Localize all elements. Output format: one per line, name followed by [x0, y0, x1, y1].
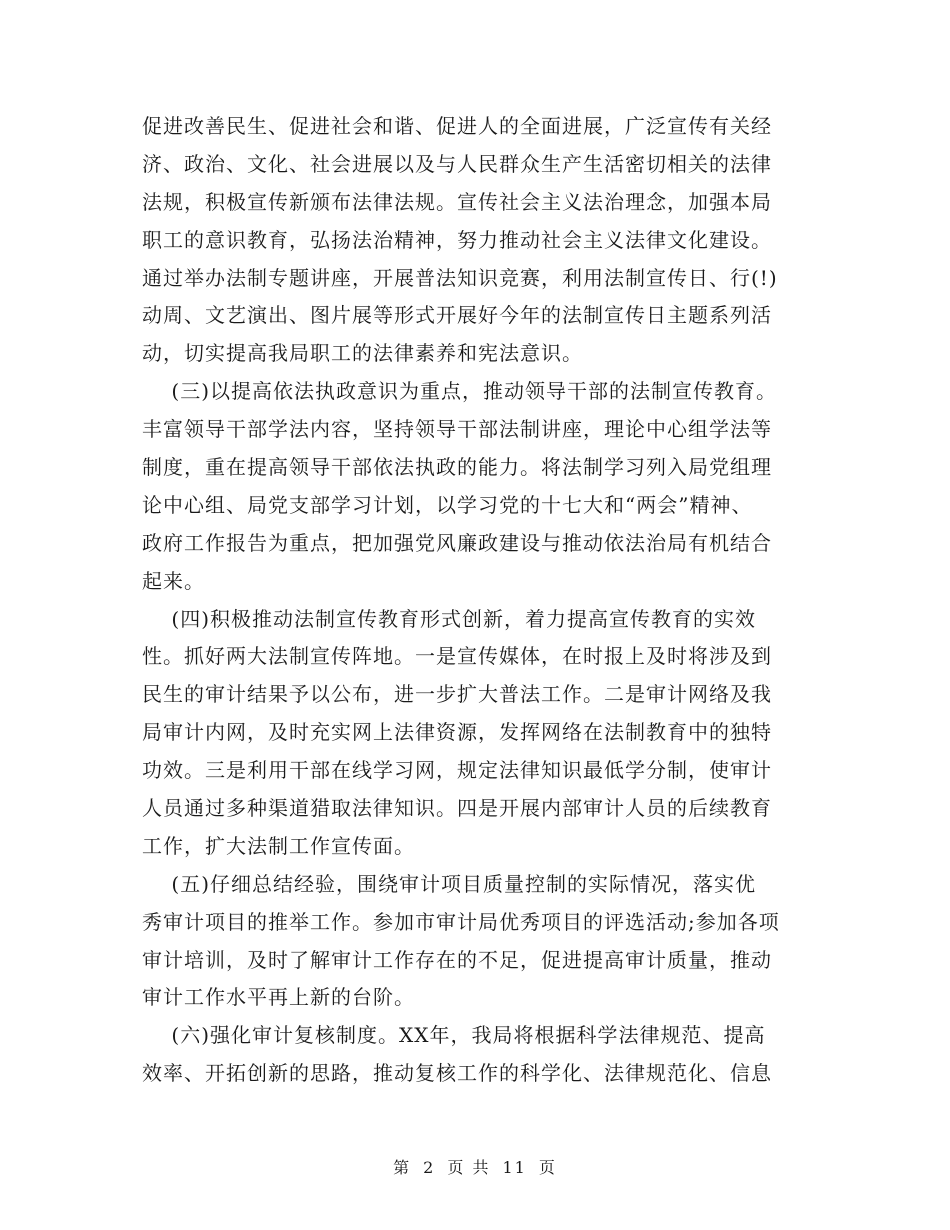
- total-page-count: 11: [502, 1158, 527, 1177]
- text-line: 动周、文艺演出、图片展等形式开展好今年的法制宣传日主题系列活: [142, 303, 772, 328]
- footer-prefix: 第: [393, 1158, 412, 1177]
- text-line: 济、政治、文化、社会进展以及与人民群众生产生活密切相关的法律: [142, 151, 772, 176]
- text-line: 民生的审计结果予以公布，进一步扩大普法工作。二是审计网络及我: [142, 682, 772, 707]
- text-line: 论中心组、局党支部学习计划，以学习党的十七大和“两会”精神、: [142, 492, 753, 517]
- footer-suffix: 页: [538, 1158, 557, 1177]
- text-line: 制度，重在提高领导干部依法执政的能力。将法制学习列入局党组理: [142, 455, 772, 480]
- text-line: 局审计内网，及时充实网上法律资源，发挥网络在法制教育中的独特: [142, 720, 772, 745]
- text-line: 法规，积极宣传新颁布法律法规。宣传社会主义法治理念，加强本局: [142, 189, 772, 214]
- text-line: 通过举办法制专题讲座，开展普法知识竞赛，利用法制宣传日、行(!): [142, 265, 778, 290]
- text-line: 职工的意识教育，弘扬法治精神，努力推动社会主义法律文化建设。: [142, 227, 772, 252]
- text-line: 起来。: [142, 568, 205, 593]
- current-page-number: 2: [423, 1158, 436, 1177]
- body-text: [142, 108, 812, 1093]
- text-line: 动，切实提高我局职工的法律素养和宪法意识。: [142, 341, 583, 366]
- paragraph-start-line: (三)以提高依法执政意识为重点，推动领导干部的法制宣传教育。: [142, 379, 778, 404]
- text-line: 政府工作报告为重点，把加强党风廉政建设与推动依法治局有机结合: [142, 530, 772, 555]
- page-footer: [0, 1155, 950, 1178]
- paragraph-start-line: (六)强化审计复核制度。XX年，我局将根据科学法律规范、提高: [142, 1023, 766, 1048]
- paragraph-start-line: (四)积极推动法制宣传教育形式创新，着力提高宣传教育的实效: [142, 606, 757, 631]
- paragraph-start-line: (五)仔细总结经验，围绕审计项目质量控制的实际情况，落实优: [142, 871, 757, 896]
- text-line: 性。抓好两大法制宣传阵地。一是宣传媒体，在时报上及时将涉及到: [142, 644, 772, 669]
- text-line: 审计培训，及时了解审计工作存在的不足，促进提高审计质量，推动: [142, 947, 772, 972]
- text-line: 功效。三是利用干部在线学习网，规定法律知识最低学分制，使审计: [142, 758, 772, 783]
- text-line: 人员通过多种渠道猎取法律知识。四是开展内部审计人员的后续教育: [142, 796, 772, 821]
- text-line: 秀审计项目的推举工作。参加市审计局优秀项目的评选活动;参加各项: [142, 909, 780, 934]
- text-line: 审计工作水平再上新的台阶。: [142, 985, 415, 1010]
- text-line: 工作，扩大法制工作宣传面。: [142, 833, 415, 858]
- text-line: 促进改善民生、促进社会和谐、促进人的全面进展，广泛宣传有关经: [142, 114, 772, 138]
- text-line: 效率、开拓创新的思路，推动复核工作的科学化、法律规范化、信息: [142, 1061, 772, 1086]
- text-line: 丰富领导干部学法内容，坚持领导干部法制讲座，理论中心组学法等: [142, 417, 772, 442]
- footer-middle: 页 共: [447, 1158, 491, 1177]
